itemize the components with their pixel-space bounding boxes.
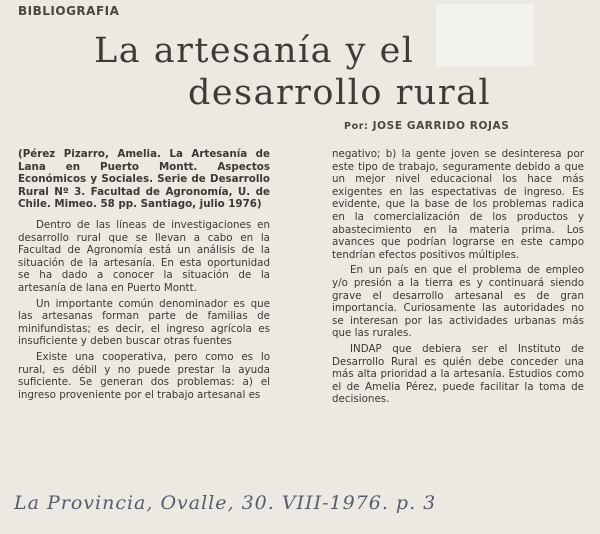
paragraph: Existe una cooperativa, pero como es lo rural, es débil y no puede prestar la ayuda suficiente. Se generan dos problemas: a) el ingreso proveniente por el trabajo artesanal es [18,350,270,401]
paragraph: En un país en que el problema de empleo y/o presión a la tierra es y continuará siendo grave el desarrollo artesanal es de gran importancia. Curiosamente las autoridades no se interesan por las actividades urbanas más que las rurales. [332,264,584,340]
paragraph: Dentro de las líneas de investigaciones en desarrollo rural que se llevan a cabo en la Facultad de Agronomía está un análisis de la situación de la artesanía. En esta oportunidad se ha dado a conocer la situación de la artesanía de lana en Puerto Montt. [18,218,270,294]
reference-citation: (Pérez Pizarro, Amelia. La Artesanía de Lana en Puerto Montt. Aspectos Económicos y Sociales. Serie de Desarrollo Rural Nº 3. Facultad de Agronomía, U. de Chile. Mimeo. 58 pp. Santiago, julio 1976) [18,148,270,211]
left-column [18,148,270,404]
paragraph: Un importante común denominador es que las artesanas forman parte de familias de minifundistas; es decir, el ingreso agrícola es insuficiente y deben buscar otras fuentes [18,297,270,348]
section-label: BIBLIOGRAFIA [18,4,120,18]
title-line-2: desarrollo rural [188,73,492,113]
handwritten-source-note: La Provincia, Ovalle, 30. VIII-1976. p. 3 [14,492,437,514]
byline-author: JOSE GARRIDO ROJAS [372,120,510,132]
article-title [94,30,514,114]
byline [344,120,584,132]
paragraph: negativo; b) la gente joven se desinteresa por este tipo de trabajo, seguramente debido a que un mejor nivel educacional los hace más exigentes en las espectativas de ingreso. Es evidente, que la base de los problemas radica en la comercialización de los productos y abastecimiento en la materia prima. Los avances que podrían lograrse en este campo tendrían efectos positivos múltiples. [332,148,584,261]
right-column [332,148,584,409]
title-line-1: La artesanía y el [94,31,415,71]
paragraph: INDAP que debiera ser el Instituto de Desarrollo Rural es quién debe conceder una más alta prioridad a la artesanía. Estudios como el de Amelia Pérez, puede facilitar la toma de decisiones. [332,342,584,406]
byline-prefix: Por: [344,121,369,132]
